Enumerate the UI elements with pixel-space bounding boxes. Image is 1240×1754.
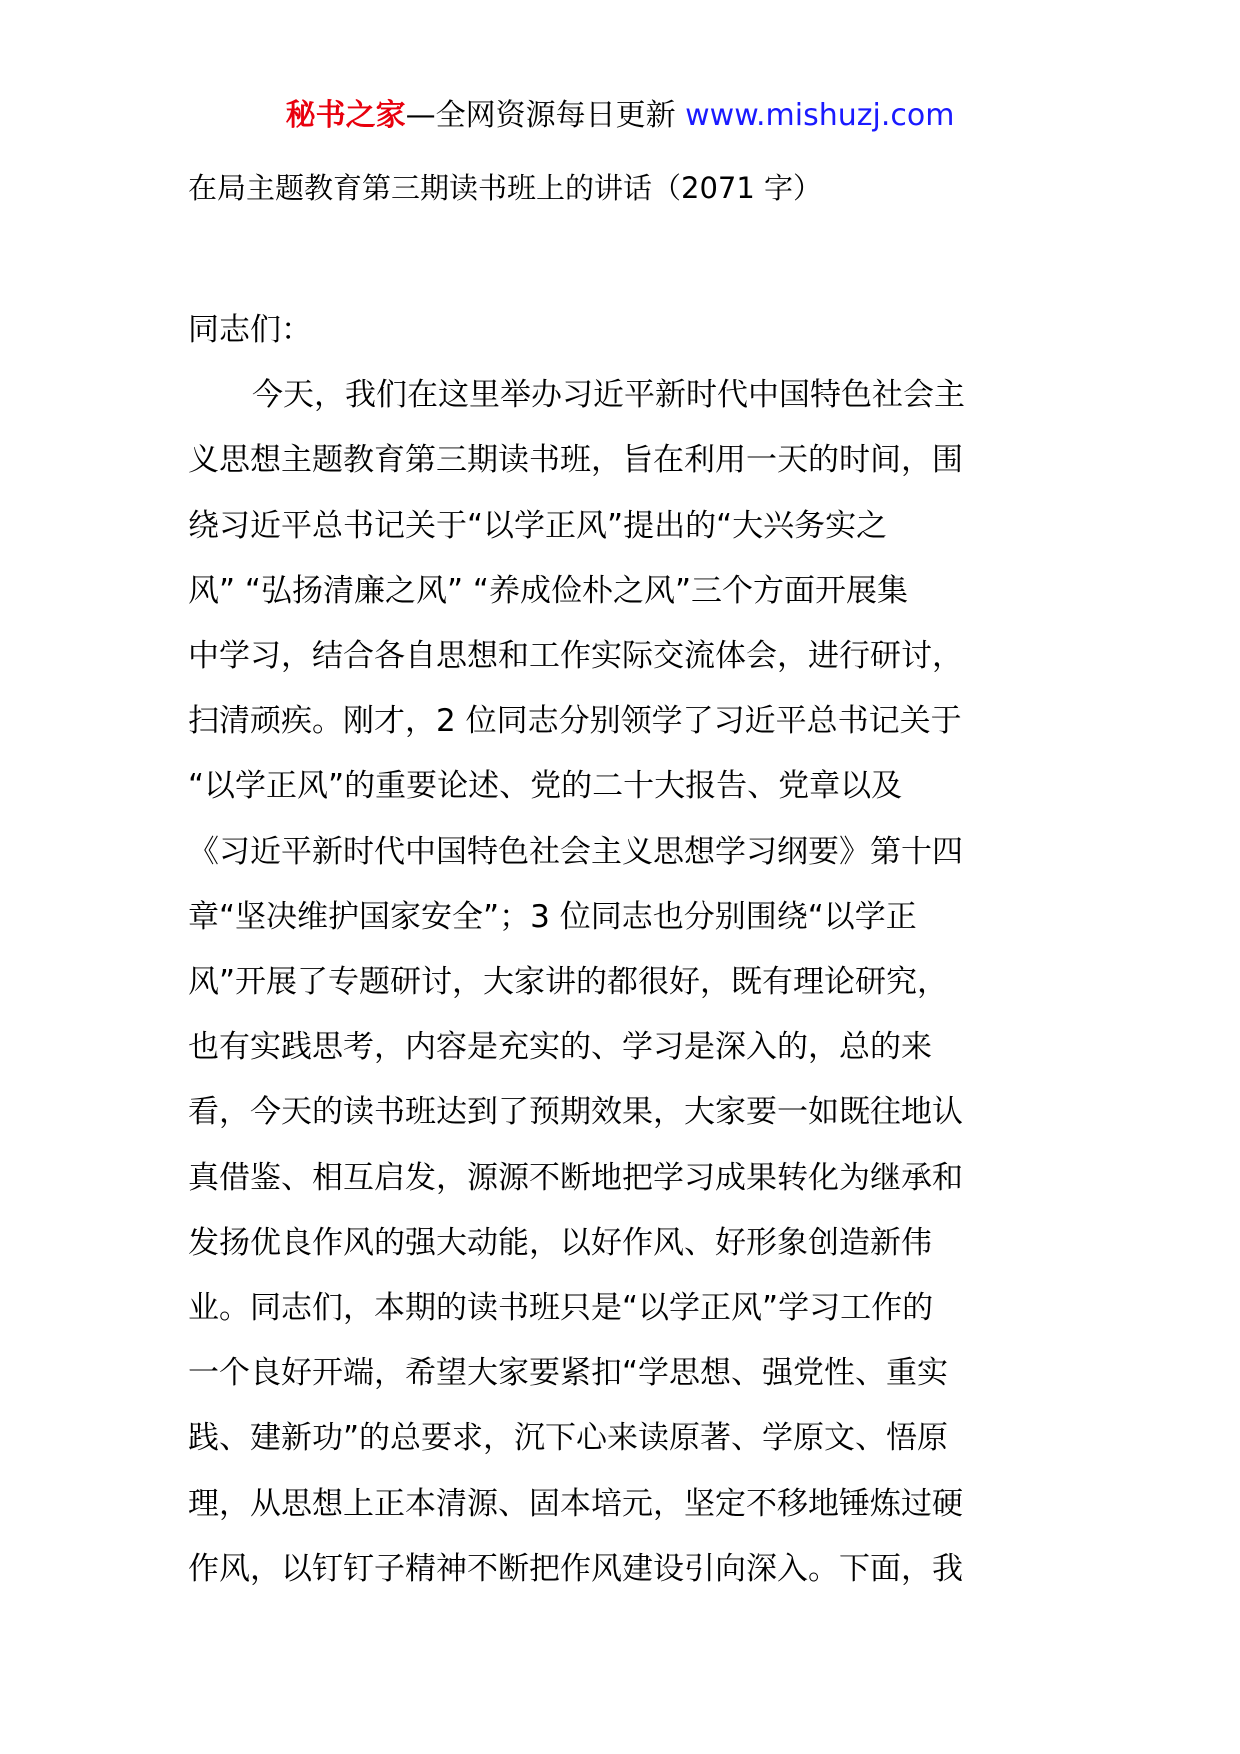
site-header (0, 96, 1240, 136)
paragraph-line: 《习近平新时代中国特色社会主义思想学习纲要》第十四 (188, 833, 963, 870)
paragraph-line: 一个良好开端，希望大家要紧扣“学思想、强党性、重实 (188, 1355, 949, 1392)
paragraph-line: 真借鉴、相互启发，源源不断地把学习成果转化为继承和 (188, 1159, 963, 1196)
paragraph-line: 绕习近平总书记关于“以学正风”提出的“大兴务实之 (188, 507, 888, 544)
header-slogan: —全网资源每日更新 (405, 98, 686, 133)
paragraph-line: 理，从思想上正本清源、固本培元，坚定不移地锤炼过硬 (188, 1485, 963, 1522)
paragraph-line: 章“坚决维护国家安全”；3 位同志也分别围绕“以学正 (188, 898, 917, 935)
document-body (188, 298, 1056, 1602)
paragraph-line: 今天，我们在这里举办习近平新时代中国特色社会主 (252, 377, 965, 414)
paragraph-line: 作风，以钉钉子精神不断把作风建设引向深入。下面，我 (188, 1550, 963, 1587)
paragraph-line: “以学正风”的重要论述、党的二十大报告、党章以及 (188, 768, 903, 805)
paragraph-line: 业。同志们，本期的读书班只是“以学正风”学习工作的 (188, 1290, 934, 1327)
paragraph-line: 也有实践思考，内容是充实的、学习是深入的，总的来 (188, 1029, 932, 1066)
paragraph-line: 风”开展了专题研讨，大家讲的都很好，既有理论研究， (188, 964, 949, 1001)
site-url-link[interactable]: www.mishuzj.com (685, 98, 955, 133)
brand-name: 秘书之家 (285, 98, 406, 133)
paragraph-line: 扫清顽疾。刚才，2 位同志分别领学了习近平总书记关于 (188, 703, 962, 740)
paragraph-line: 风” “弘扬清廉之风” “养成俭朴之风”三个方面开展集 (188, 572, 909, 609)
paragraph-line: 发扬优良作风的强大动能，以好作风、好形象创造新伟 (188, 1224, 932, 1261)
paragraph-line: 中学习，结合各自思想和工作实际交流体会，进行研讨， (188, 638, 963, 675)
paragraph-line: 看，今天的读书班达到了预期效果，大家要一如既往地认 (188, 1094, 963, 1131)
salutation: 同志们： (188, 312, 312, 348)
paragraph-line: 践、建新功”的总要求，沉下心来读原著、学原文、悟原 (188, 1420, 949, 1457)
paragraph-line: 义思想主题教育第三期读书班，旨在利用一天的时间，围 (188, 442, 963, 479)
document-title: 在局主题教育第三期读书班上的讲话（2071 字） (188, 171, 823, 205)
